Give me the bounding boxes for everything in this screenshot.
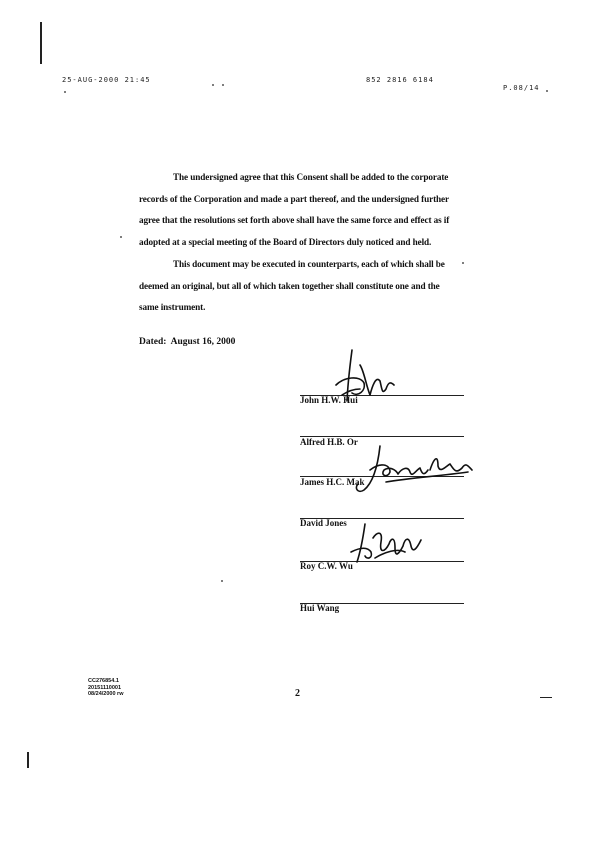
document-code-line: 08/24/2000 rw: [88, 691, 124, 697]
handwritten-signature: [350, 440, 480, 500]
scan-dot: [546, 90, 548, 92]
signatory-name: James H.C. Mak: [300, 477, 365, 487]
paragraph-line: same instrument.: [139, 302, 206, 312]
signatory-name: David Jones: [300, 518, 347, 528]
scan-dot: [221, 580, 223, 582]
handwritten-signature: [345, 518, 435, 568]
handwritten-signature: [330, 345, 410, 410]
paragraph-line: The undersigned agree that this Consent shall be added to the corporate: [173, 172, 449, 182]
scan-dot: [120, 236, 122, 238]
scan-dot: [222, 84, 224, 86]
document-code-line: 20151110001: [88, 684, 122, 691]
signatory-name: Alfred H.B. Or: [300, 437, 358, 447]
paragraph-line: deemed an original, but all of which taken together shall constitute one and the: [139, 280, 440, 291]
paragraph-line: agree that the resolutions set forth above shall have the same force and effect as if: [139, 215, 450, 225]
scan-dot: [212, 84, 214, 86]
signatory-name: Hui Wang: [300, 603, 340, 613]
page-number: 2: [295, 688, 300, 699]
paragraph-line: adopted at a special meeting of the Board of Directors duly noticed and held.: [139, 236, 432, 247]
fax-page: P.08/14: [503, 84, 540, 92]
counterparts-paragraph: [139, 254, 474, 319]
document-code: [88, 678, 123, 698]
fax-phone: 852 2816 6184: [366, 76, 434, 84]
scan-mark-right: [540, 697, 552, 698]
dated-line: Dated: August 16, 2000: [139, 337, 236, 347]
fax-datetime: 25-AUG-2000 21:45: [62, 76, 151, 84]
scan-dot: [64, 91, 66, 93]
document-code-line: CC276854.1: [88, 678, 119, 684]
signatory-name: John H.W. Hui: [300, 395, 358, 405]
scan-mark-left-top: [40, 22, 42, 64]
paragraph-line: This document may be executed in counterparts, each of which shall be: [173, 259, 445, 269]
signatory-name: Roy C.W. Wu: [300, 561, 353, 571]
consent-paragraph: [139, 167, 474, 253]
scan-mark-left-bottom: [27, 752, 29, 768]
paragraph-line: records of the Corporation and made a part thereof, and the undersigned further: [139, 193, 449, 204]
